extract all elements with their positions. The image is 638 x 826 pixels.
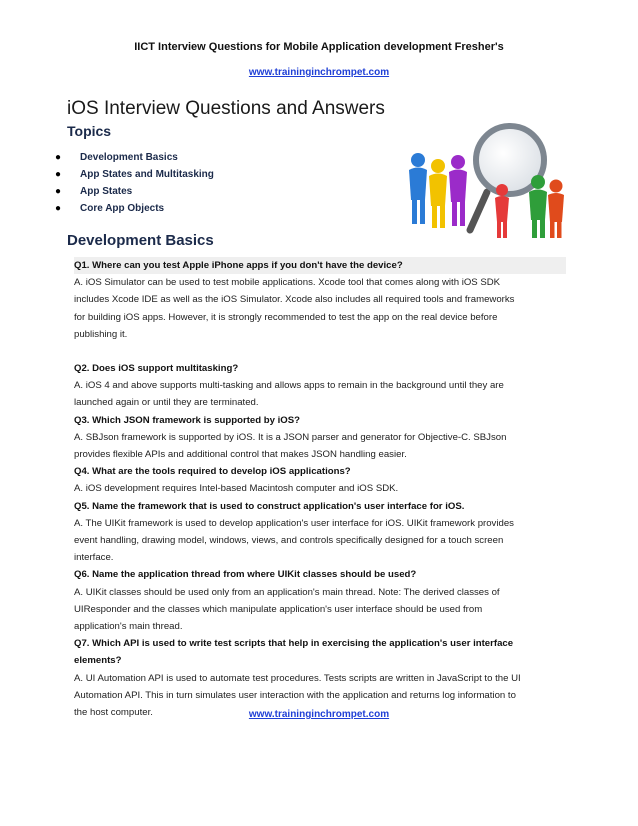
answer-line: provides flexible APIs and additional control that makes JSON handling easier. — [74, 449, 407, 461]
answer-line: launched again or until they are terminated. — [74, 397, 259, 409]
page-header: IICT Interview Questions for Mobile Application development Fresher's — [134, 41, 504, 53]
topic-item: ● Core App Objects — [55, 203, 165, 214]
footer-link-wrap — [0, 709, 638, 720]
answer-line: A. iOS 4 and above supports multi-tasking and allows apps to remain in the background until they are — [74, 380, 504, 392]
answer-line: event handling, drawing model, windows, views, and controls specifically designed for a touch screen — [74, 535, 504, 547]
bullet-icon: ● — [55, 203, 62, 214]
answer-line: A. UI Automation API is used to automate test procedures. Tests scripts are written in JavaScript to the UI — [74, 672, 521, 684]
bullet-icon: ● — [55, 152, 62, 163]
people-magnifier-illustration — [392, 122, 572, 242]
bullet-icon: ● — [55, 169, 62, 180]
answer-line: includes Xcode IDE as well as the iOS Simulator. Xcode also includes all required tools and frameworks — [74, 294, 515, 306]
question-4: Q4. What are the tools required to develop iOS applications? — [74, 466, 351, 478]
question-6: Q6. Name the application thread from where UIKit classes should be used? — [74, 569, 417, 581]
answer-line: Automation API. This in turn simulates user interaction with the application and returns log information to — [74, 689, 516, 701]
bullet-icon: ● — [55, 186, 62, 197]
answer-line: application's main thread. — [74, 621, 183, 633]
question-7: Q7. Which API is used to write test scripts that help in exercising the application's user interface — [74, 638, 514, 650]
answer-line: the host computer. — [74, 707, 153, 719]
answer-line: publishing it. — [74, 328, 128, 340]
question-3: Q3. Which JSON framework is supported by iOS? — [74, 414, 301, 426]
answer-line: A. SBJson framework is supported by iOS. It is a JSON parser and generator for Objective-C. SBJson — [74, 431, 507, 443]
header-link-wrap — [0, 67, 638, 78]
question-7-cont: elements? — [74, 655, 122, 667]
question-5: Q5. Name the framework that is used to construct application's user interface for iOS. — [74, 500, 465, 512]
answer-line: UIResponder and the classes which manipulate application's user interface should be used from — [74, 603, 483, 615]
topic-item: ● App States — [55, 186, 133, 197]
section-heading: Development Basics — [67, 232, 214, 249]
answer-line: interface. — [74, 552, 114, 564]
answer-line: A. UIKit classes should be used only from an application's main thread. Note: The derived classes of — [74, 586, 500, 598]
topic-item: ● Development Basics — [55, 152, 178, 163]
header-website-link[interactable]: www.traininginchrompet.com — [248, 67, 390, 78]
question-1: Q1. Where can you test Apple iPhone apps if you don't have the device? — [74, 257, 566, 274]
topics-heading: Topics — [67, 123, 112, 139]
doc-title: iOS Interview Questions and Answers — [67, 98, 385, 119]
question-2: Q2. Does iOS support multitasking? — [74, 363, 239, 375]
spacer — [74, 343, 566, 360]
answer-line: A. iOS Simulator can be used to test mobile applications. Xcode tool that comes along with iOS SDK — [74, 277, 501, 289]
qa-list — [74, 257, 566, 721]
answer-line: for building iOS apps. However, it is strongly recommended to test the app on the real device before — [74, 311, 498, 323]
answer-line: A. iOS development requires Intel-based Macintosh computer and iOS SDK. — [74, 483, 399, 495]
answer-line: A. The UIKit framework is used to develop application's user interface for iOS. UIKit framework provides — [74, 517, 514, 529]
footer-website-link[interactable]: www.traininginchrompet.com — [248, 709, 390, 720]
topic-list — [0, 151, 214, 219]
topic-item: ● App States and Multitasking — [55, 169, 214, 180]
